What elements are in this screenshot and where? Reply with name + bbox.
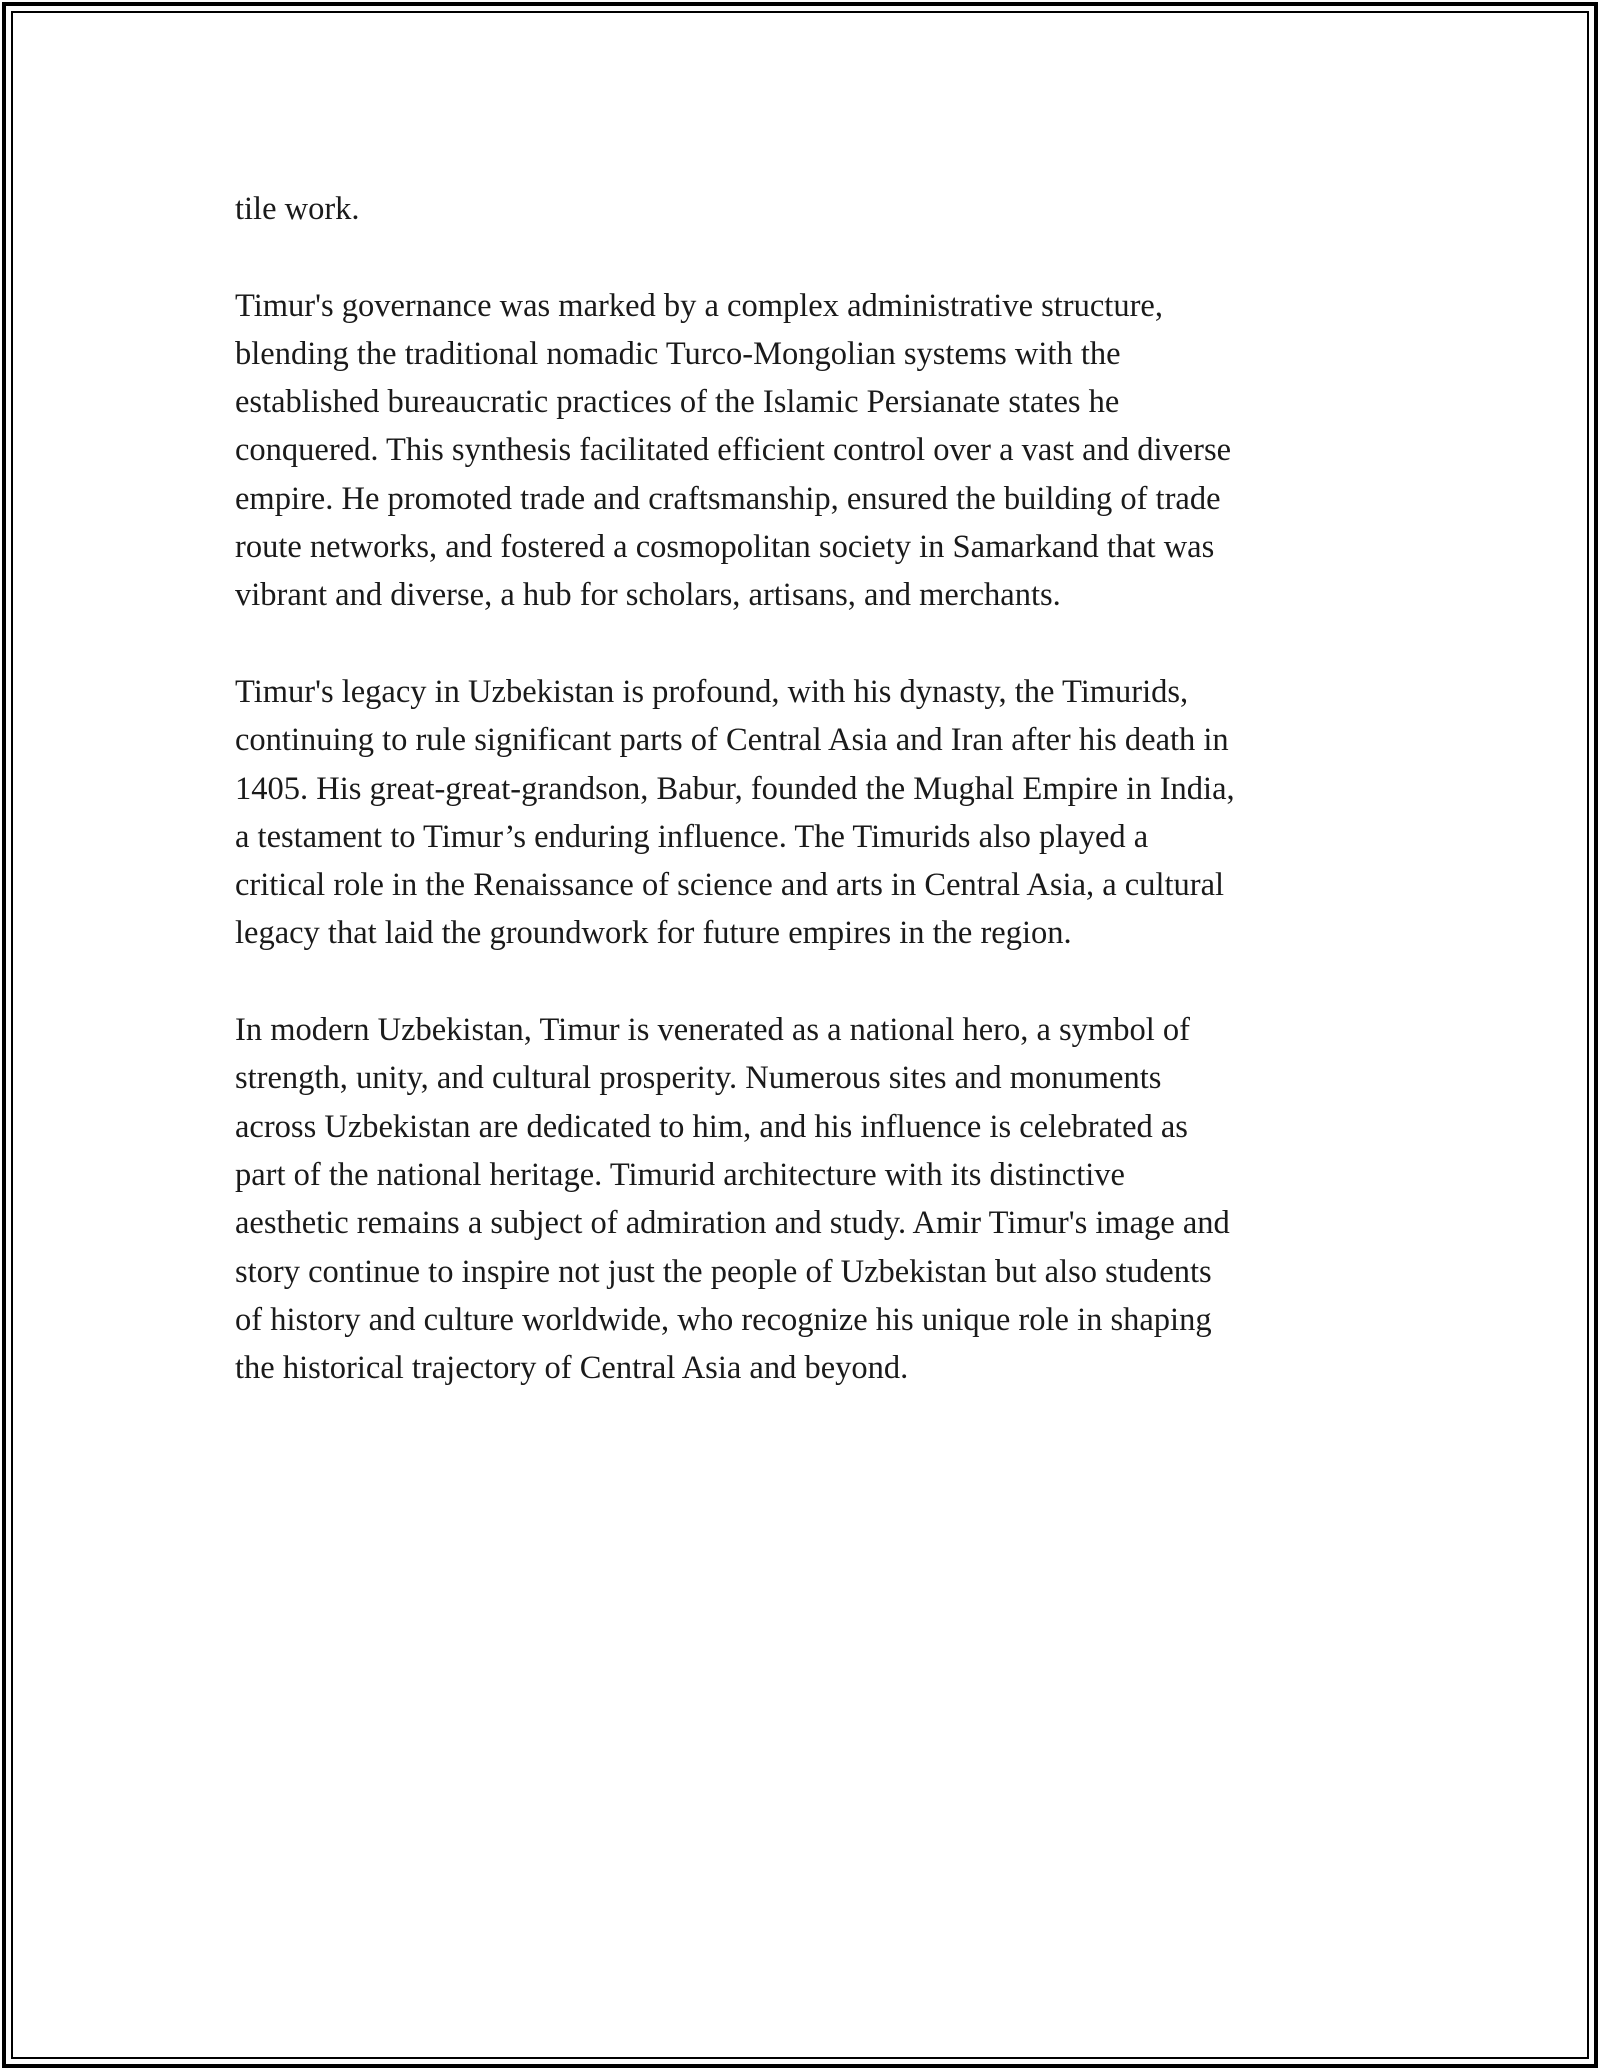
paragraph-governance: Timur's governance was marked by a complex administrative structure, blending the traditional nomadic Turco-Mongolian systems with the established bureaucratic practices of the Islamic Persianate states he conquered. This synthesis facilitated efficient control over a vast and diverse empire. He promoted trade and craftsmanship, ensured the building of trade route networks, and fostered a cosmopolitan society in Samarkand that was vibrant and diverse, a hub for scholars, artisans, and merchants. (235, 287, 1232, 614)
document-body (235, 185, 1375, 1392)
paragraph-modern-uzbekistan: In modern Uzbekistan, Timur is venerated as a national hero, a symbol of strength, unity, and cultural prosperity. Numerous sites and monuments across Uzbekistan are dedicated to him, and his influence is celebrated as part of the national heritage. Timurid architecture with its distinctive aesthetic remains a subject of admiration and study. Amir Timur's image and story continue to inspire not just the people of Uzbekistan but also students of history and culture worldwide, who recognize his unique role in shaping the historical trajectory of Central Asia and beyond. (235, 1012, 1230, 1387)
paragraph-legacy: Timur's legacy in Uzbekistan is profound, with his dynasty, the Timurids, continuing to rule significant parts of Central Asia and Iran after his death in 1405. His great-great-grandson, Babur, founded the Mughal Empire in India, a testament to Timur’s enduring influence. The Timurids also played a critical role in the Renaissance of science and arts in Central Asia, a cultural legacy that laid the groundwork for future empires in the region. (235, 673, 1235, 952)
paragraph-continuation: tile work. (235, 191, 360, 227)
